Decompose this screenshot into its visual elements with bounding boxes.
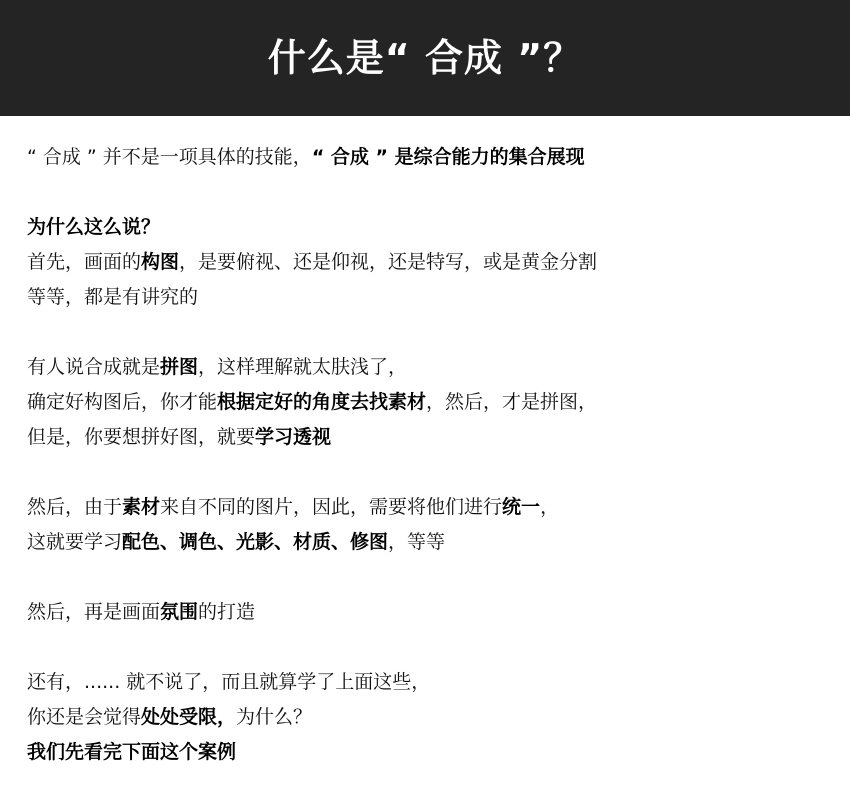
text-line (27, 245, 850, 280)
article-body (0, 116, 850, 770)
text-line (27, 350, 850, 385)
paragraph (27, 350, 850, 455)
emphasis-text: “ 合成 ” 是综合能力的集合展现 (311, 146, 585, 168)
body-text: 为什么？ (236, 706, 313, 728)
text-line (27, 490, 850, 525)
emphasis-text: 拼图 (160, 356, 199, 378)
emphasis-text: 构图 (141, 251, 180, 273)
header-banner (0, 0, 850, 116)
body-text: ，是要俯视、还是仰视，还是特写，或是黄金分割 (179, 251, 598, 273)
text-line (27, 420, 850, 455)
page-title: 什么是“ 合成 ”？ (267, 36, 583, 80)
emphasis-text: 我们先看完下面这个案例 (27, 741, 237, 763)
emphasis-text: 根据定好的角度去找素材 (217, 391, 427, 413)
paragraph (27, 665, 850, 770)
body-text: 的打造 (198, 601, 256, 623)
body-text: 你还是会觉得 (27, 706, 142, 728)
body-text: 这就要学习 (27, 531, 123, 553)
body-text: 然后，再是画面 (27, 601, 161, 623)
emphasis-text: 统一 (502, 496, 541, 518)
body-text: 首先，画面的 (27, 251, 142, 273)
body-text: 但是，你要想拼好图，就要 (27, 426, 256, 448)
text-line (27, 700, 850, 735)
body-text: ， (540, 496, 560, 518)
text-line (27, 385, 850, 420)
emphasis-text: 为什么这么说？ (27, 216, 161, 238)
text-line (27, 735, 850, 770)
body-text: “ 合成 ” 并不是一项具体的技能， (27, 146, 312, 168)
body-text: 有人说合成就是 (27, 356, 161, 378)
body-text: 还有，...... 就不说了，而且就算学了上面这些， (27, 671, 431, 693)
body-text: ，这样理解就太肤浅了， (198, 356, 408, 378)
emphasis-text: 素材 (122, 496, 161, 518)
emphasis-text: 学习透视 (255, 426, 332, 448)
text-line (27, 280, 850, 315)
text-line (27, 665, 850, 700)
paragraph (27, 140, 850, 175)
body-text: ，然后，才是拼图， (426, 391, 598, 413)
body-text: ，等等 (388, 531, 446, 553)
text-line (27, 140, 850, 175)
text-line (27, 525, 850, 560)
emphasis-text: 氛围 (160, 601, 199, 623)
body-text: 确定好构图后，你才能 (27, 391, 218, 413)
text-line (27, 595, 850, 630)
paragraph (27, 490, 850, 560)
text-line (27, 210, 850, 245)
paragraph (27, 595, 850, 630)
body-text: 然后，由于 (27, 496, 123, 518)
paragraph (27, 210, 850, 315)
body-text: 等等，都是有讲究的 (27, 286, 199, 308)
emphasis-text: 配色、调色、光影、材质、修图 (122, 531, 389, 553)
emphasis-text: 处处受限， (141, 706, 237, 728)
body-text: 来自不同的图片，因此，需要将他们进行 (160, 496, 503, 518)
